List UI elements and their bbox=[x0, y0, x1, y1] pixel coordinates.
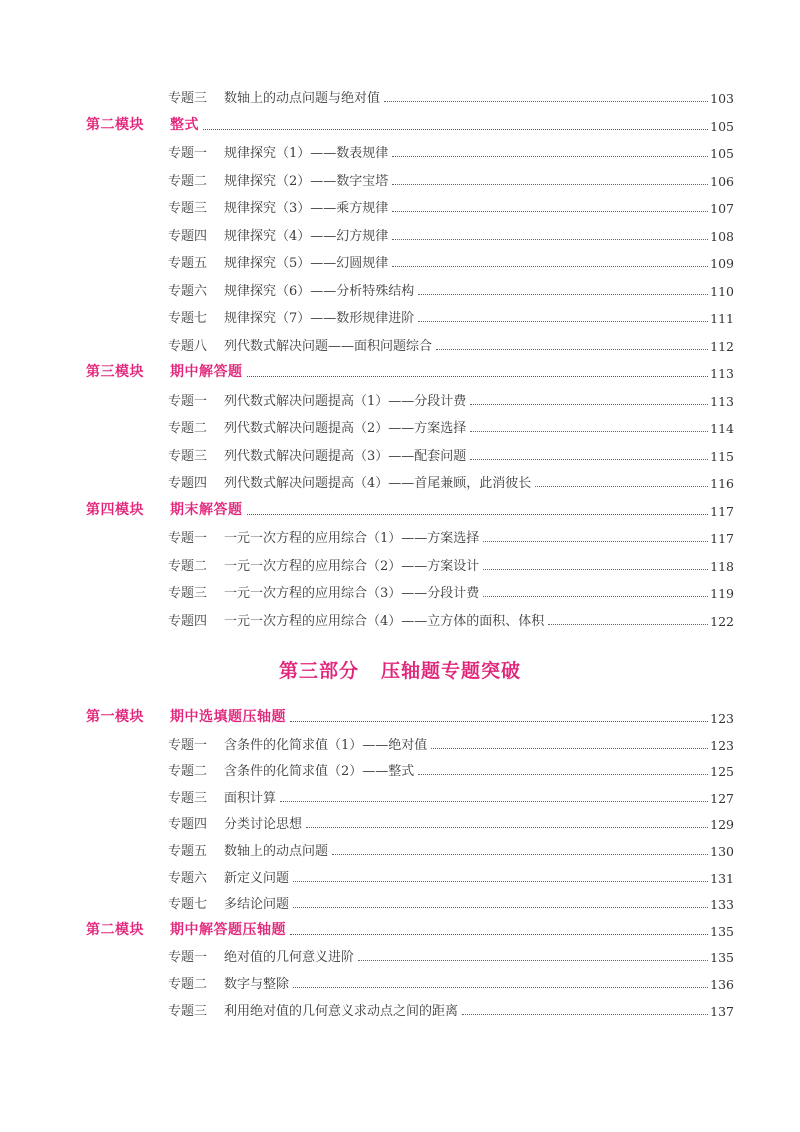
toc-entry-title: 规律探究（4）——幻方规律 bbox=[224, 228, 389, 244]
toc-entry-code: 专题二 bbox=[168, 977, 208, 992]
toc-page-number: 111 bbox=[710, 311, 734, 326]
toc-entry-code: 专题一 bbox=[168, 950, 208, 966]
toc-entry-code: 专题一 bbox=[168, 531, 208, 546]
toc-topic-entry[interactable] bbox=[168, 552, 734, 574]
toc-entry-code: 专题三 bbox=[168, 448, 208, 464]
toc-topic-entry[interactable] bbox=[168, 332, 734, 354]
toc-entry-code: 第二模块 bbox=[86, 116, 144, 133]
toc-entry-label bbox=[168, 527, 479, 546]
dot-leader bbox=[290, 934, 708, 935]
part-heading bbox=[0, 656, 800, 683]
toc-topic-entry[interactable] bbox=[168, 167, 734, 189]
toc-entry-title: 新定义问题 bbox=[224, 870, 290, 886]
toc-entry-label bbox=[168, 390, 466, 409]
toc-topic-entry[interactable] bbox=[168, 757, 734, 779]
toc-topic-entry[interactable] bbox=[168, 997, 734, 1019]
toc-page-number: 129 bbox=[710, 817, 734, 833]
toc-entry-label bbox=[168, 87, 380, 106]
toc-entry-label bbox=[168, 840, 328, 859]
dot-leader bbox=[247, 514, 709, 515]
dot-leader bbox=[483, 541, 708, 542]
toc-entry-code: 专题三 bbox=[168, 91, 208, 106]
toc-page-number: 113 bbox=[710, 393, 734, 409]
toc-entry-code: 专题四 bbox=[168, 476, 208, 491]
toc-page-number: 114 bbox=[710, 421, 734, 436]
dot-leader bbox=[392, 211, 708, 212]
toc-entry-title: 规律探究（3）——乘方规律 bbox=[224, 201, 389, 216]
dot-leader bbox=[293, 987, 708, 988]
dot-leader bbox=[358, 960, 708, 961]
toc-entry-label bbox=[168, 252, 388, 271]
toc-entry-code: 专题三 bbox=[168, 790, 208, 806]
toc-topic-entry[interactable] bbox=[168, 277, 734, 299]
dot-leader bbox=[392, 239, 708, 240]
toc-entry-title: 一元一次方程的应用综合（1）——方案选择 bbox=[224, 531, 480, 546]
dot-leader bbox=[470, 404, 708, 405]
toc-topic-entry[interactable] bbox=[168, 524, 734, 546]
toc-entry-code: 专题一 bbox=[168, 393, 208, 409]
dot-leader bbox=[418, 294, 708, 295]
toc-entry-code: 专题三 bbox=[168, 1003, 208, 1019]
toc-page-number: 103 bbox=[710, 91, 734, 106]
dot-leader bbox=[436, 349, 708, 350]
dot-leader bbox=[293, 881, 708, 882]
toc-entry-label bbox=[168, 280, 414, 299]
toc-entry-code: 专题二 bbox=[168, 421, 208, 436]
toc-entry-title: 期中解答题压轴题 bbox=[170, 921, 286, 938]
toc-module-entry[interactable] bbox=[86, 704, 734, 726]
toc-entry-title: 整式 bbox=[170, 116, 199, 133]
toc-page-number: 105 bbox=[710, 146, 734, 161]
toc-entry-title: 绝对值的几何意义进阶 bbox=[224, 950, 355, 966]
toc-topic-entry[interactable] bbox=[168, 139, 734, 161]
dot-leader bbox=[332, 854, 708, 855]
toc-entry-code: 专题六 bbox=[168, 870, 208, 886]
toc-entry-title: 规律探究（6）——分析特殊结构 bbox=[224, 283, 415, 299]
toc-entry-title: 规律探究（2）——数字宝塔 bbox=[224, 173, 389, 189]
dot-leader bbox=[280, 801, 708, 802]
toc-entry-code: 专题二 bbox=[168, 558, 208, 574]
toc-topic-entry[interactable] bbox=[168, 194, 734, 216]
toc-page-number: 118 bbox=[710, 558, 734, 574]
toc-page-number: 122 bbox=[710, 613, 734, 629]
toc-topic-entry[interactable] bbox=[168, 84, 734, 106]
toc-page-number: 117 bbox=[710, 503, 734, 519]
toc-entry-title: 多结论问题 bbox=[224, 897, 290, 913]
dot-leader bbox=[462, 1014, 708, 1015]
toc-entry-code: 专题七 bbox=[168, 897, 208, 913]
toc-entry-title: 规律探究（5）——幻圆规律 bbox=[224, 256, 389, 271]
toc-entry-title: 期中解答题 bbox=[170, 364, 243, 380]
dot-leader bbox=[384, 101, 708, 102]
toc-page-number: 133 bbox=[710, 897, 734, 913]
toc-entry-label bbox=[86, 114, 199, 134]
toc-topic-entry[interactable] bbox=[168, 579, 734, 601]
toc-entry-title: 利用绝对值的几何意义求动点之间的距离 bbox=[224, 1003, 459, 1019]
toc-page-number: 119 bbox=[710, 586, 734, 601]
part-number: 第三部分 bbox=[278, 660, 359, 682]
toc-entry-label bbox=[168, 170, 388, 189]
toc-page-number: 123 bbox=[710, 711, 734, 726]
toc-entry-code: 专题五 bbox=[168, 256, 208, 271]
toc-topic-entry[interactable] bbox=[168, 222, 734, 244]
dot-leader bbox=[290, 721, 708, 722]
toc-entry-label bbox=[168, 335, 432, 354]
toc-entry-code: 专题二 bbox=[168, 764, 208, 780]
toc-topic-entry[interactable] bbox=[168, 731, 734, 753]
toc-page-number: 136 bbox=[710, 977, 734, 992]
toc-entry-label bbox=[168, 417, 466, 436]
dot-leader bbox=[392, 156, 708, 157]
toc-entry-title: 列代数式解决问题提高（2）——方案选择 bbox=[224, 421, 467, 436]
toc-page-number: 131 bbox=[710, 870, 734, 886]
toc-page-number: 112 bbox=[710, 338, 734, 354]
toc-entry-label bbox=[168, 582, 479, 601]
toc-entry-label bbox=[168, 734, 427, 753]
toc-entry-title: 列代数式解决问题——面积问题综合 bbox=[224, 338, 433, 354]
toc-page-number: 116 bbox=[710, 476, 734, 491]
toc-topic-entry[interactable] bbox=[168, 784, 734, 806]
toc-entry-label bbox=[168, 472, 531, 491]
toc-page-number: 106 bbox=[710, 173, 734, 189]
dot-leader bbox=[470, 459, 708, 460]
dot-leader bbox=[418, 321, 708, 322]
toc-entry-label bbox=[168, 445, 466, 464]
toc-entry-code: 第二模块 bbox=[86, 921, 144, 938]
dot-leader bbox=[293, 907, 708, 908]
toc-entry-code: 专题六 bbox=[168, 283, 208, 299]
toc-topic-entry[interactable] bbox=[168, 943, 734, 965]
toc-topic-entry[interactable] bbox=[168, 837, 734, 859]
dot-leader bbox=[203, 129, 708, 130]
toc-topic-entry[interactable] bbox=[168, 304, 734, 326]
toc-topic-entry[interactable] bbox=[168, 469, 734, 491]
toc-page-number: 127 bbox=[710, 790, 734, 806]
toc-module-entry[interactable] bbox=[86, 917, 734, 939]
toc-entry-code: 专题四 bbox=[168, 228, 208, 244]
toc-topic-entry[interactable] bbox=[168, 442, 734, 464]
toc-entry-label bbox=[168, 225, 388, 244]
toc-entry-title: 列代数式解决问题提高（4）——首尾兼顾，此消彼长 bbox=[224, 476, 532, 491]
toc-page-number: 105 bbox=[710, 118, 734, 134]
toc-page-number: 135 bbox=[710, 923, 734, 939]
toc-page-number: 135 bbox=[710, 950, 734, 966]
toc-topic-entry[interactable] bbox=[168, 607, 734, 629]
toc-module-entry[interactable] bbox=[86, 497, 734, 519]
toc-entry-title: 数轴上的动点问题 bbox=[224, 844, 329, 859]
toc-entry-code: 第三模块 bbox=[86, 364, 144, 380]
toc-entry-title: 面积计算 bbox=[224, 790, 277, 806]
dot-leader bbox=[483, 596, 708, 597]
toc-entry-code: 第一模块 bbox=[86, 709, 144, 725]
toc-entry-label bbox=[168, 893, 289, 912]
toc-entry-title: 一元一次方程的应用综合（3）——分段计费 bbox=[224, 586, 480, 601]
toc-entry-label bbox=[86, 919, 286, 939]
toc-page-number: 125 bbox=[710, 764, 734, 780]
toc-entry-label bbox=[168, 197, 388, 216]
toc-entry-code: 专题三 bbox=[168, 201, 208, 216]
dot-leader bbox=[483, 569, 708, 570]
toc-topic-entry[interactable] bbox=[168, 387, 734, 409]
toc-entry-label bbox=[168, 1000, 458, 1019]
toc-entry-code: 专题四 bbox=[168, 613, 208, 629]
toc-entry-label bbox=[168, 946, 354, 965]
toc-page-number: 109 bbox=[710, 256, 734, 271]
toc-topic-entry[interactable] bbox=[168, 810, 734, 832]
dot-leader bbox=[247, 376, 709, 377]
toc-entry-code: 专题四 bbox=[168, 817, 208, 833]
toc-topic-entry[interactable] bbox=[168, 414, 734, 436]
dot-leader bbox=[431, 748, 708, 749]
toc-topic-entry[interactable] bbox=[168, 890, 734, 912]
toc-page-number: 113 bbox=[710, 366, 734, 381]
toc-entry-title: 数轴上的动点问题与绝对值 bbox=[224, 91, 381, 106]
toc-page-number: 107 bbox=[710, 201, 734, 216]
toc-module-entry[interactable] bbox=[86, 359, 734, 381]
toc-entry-title: 列代数式解决问题提高（1）——分段计费 bbox=[224, 393, 467, 409]
toc-entry-label bbox=[86, 499, 243, 519]
dot-leader bbox=[470, 431, 708, 432]
toc-entry-title: 一元一次方程的应用综合（4）——立方体的面积、体积 bbox=[224, 613, 545, 629]
toc-entry-label bbox=[168, 867, 289, 886]
toc-topic-entry[interactable] bbox=[168, 970, 734, 992]
toc-topic-entry[interactable] bbox=[168, 864, 734, 886]
dot-leader bbox=[392, 266, 708, 267]
toc-entry-label bbox=[168, 307, 414, 326]
toc-entry-code: 专题七 bbox=[168, 311, 208, 326]
toc-entry-label bbox=[168, 787, 276, 806]
toc-entry-label bbox=[168, 760, 414, 779]
toc-entry-label bbox=[168, 973, 289, 992]
toc-module-entry[interactable] bbox=[86, 112, 734, 134]
toc-entry-title: 期末解答题 bbox=[170, 501, 243, 518]
toc-entry-title: 分类讨论思想 bbox=[224, 817, 303, 833]
toc-entry-label bbox=[168, 142, 388, 161]
toc-entry-label bbox=[168, 610, 544, 629]
toc-entry-code: 第四模块 bbox=[86, 501, 144, 518]
toc-entry-title: 规律探究（1）——数表规律 bbox=[224, 146, 389, 161]
toc-topic-entry[interactable] bbox=[168, 249, 734, 271]
toc-entry-code: 专题八 bbox=[168, 338, 208, 354]
dot-leader bbox=[418, 774, 708, 775]
toc-entry-code: 专题五 bbox=[168, 844, 208, 859]
toc-entry-code: 专题一 bbox=[168, 146, 208, 161]
toc-page-number: 110 bbox=[710, 283, 734, 299]
toc-page-number: 115 bbox=[710, 448, 734, 464]
part-title-text: 压轴题专题突破 bbox=[381, 660, 522, 682]
dot-leader bbox=[392, 184, 708, 185]
toc-entry-title: 数字与整除 bbox=[224, 977, 290, 992]
toc-page-number: 137 bbox=[710, 1003, 734, 1019]
toc-entry-title: 列代数式解决问题提高（3）——配套问题 bbox=[224, 448, 467, 464]
toc-entry-label bbox=[86, 361, 243, 381]
toc-page-number: 108 bbox=[710, 228, 734, 244]
toc-entry-code: 专题一 bbox=[168, 737, 208, 753]
toc-page-number: 123 bbox=[710, 737, 734, 753]
dot-leader bbox=[548, 624, 708, 625]
toc-entry-title: 期中选填题压轴题 bbox=[170, 709, 286, 725]
dot-leader bbox=[535, 486, 708, 487]
toc-entry-title: 规律探究（7）——数形规律进阶 bbox=[224, 311, 415, 326]
toc-entry-code: 专题三 bbox=[168, 586, 208, 601]
toc-entry-label bbox=[168, 813, 302, 832]
toc-entry-title: 含条件的化简求值（1）——绝对值 bbox=[224, 737, 428, 753]
toc-entry-label bbox=[86, 706, 286, 726]
toc-entry-title: 含条件的化简求值（2）——整式 bbox=[224, 764, 415, 780]
toc-entry-label bbox=[168, 555, 479, 574]
toc-entry-title: 一元一次方程的应用综合（2）——方案设计 bbox=[224, 558, 480, 574]
toc-page-number: 117 bbox=[710, 531, 734, 546]
dot-leader bbox=[306, 827, 708, 828]
toc-page-number: 130 bbox=[710, 844, 734, 859]
toc-entry-code: 专题二 bbox=[168, 173, 208, 189]
